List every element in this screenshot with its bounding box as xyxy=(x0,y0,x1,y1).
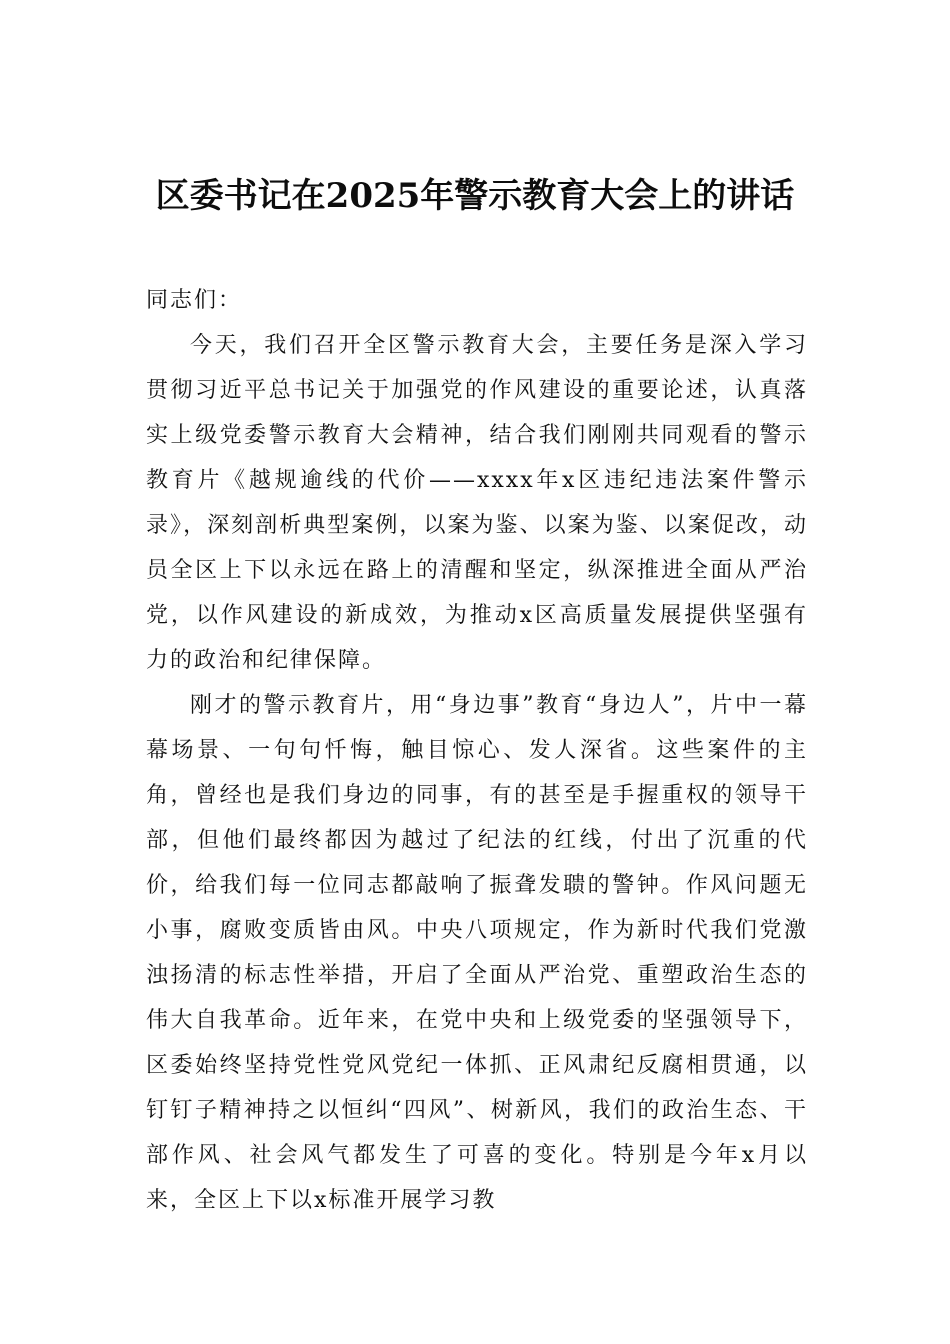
paragraph-2: 刚才的警示教育片，用“身边事”教育“身边人”，片中一幕幕场景、一句句忏悔，触目惊心、发人深省。这些案件的主角，曾经也是我们身边的同事，有的甚至是手握重权的领导干部，但他们最终都因为越过了纪法的红线，付出了沉重的代价，给我们每一位同志都敲响了振聋发聩的警钟。作风问题无小事，腐败变质皆由风。中央八项规定，作为新时代我们党激浊扬清的标志性举措，开启了全面从严治党、重塑政治生态的伟大自我革命。近年来，在党中央和上级党委的坚强领导下，区委始终坚持党性党风党纪一体抓、正风肃纪反腐相贯通，以钉钉子精神持之以恒纠“四风”、树新风，我们的政治生态、干部作风、社会风气都发生了可喜的变化。特别是今年x月以来，全区上下以x标准开展学习教 xyxy=(146,693,808,1213)
document-body xyxy=(146,278,808,1223)
salutation: 同志们： xyxy=(146,288,243,313)
document-title: 区委书记在2025年警示教育大会上的讲话 xyxy=(155,176,795,216)
paragraph-1: 今天，我们召开全区警示教育大会，主要任务是深入学习贯彻习近平总书记关于加强党的作风建设的重要论述，认真落实上级党委警示教育大会精神，结合我们刚刚共同观看的警示教育片《越规逾线的代价——xxxx年x区违纪违法案件警示录》，深刻剖析典型案例，以案为鉴、以案为鉴、以案促改，动员全区上下以永远在路上的清醒和坚定，纵深推进全面从严治党，以作风建设的新成效，为推动x区高质量发展提供坚强有力的政治和纪律保障。 xyxy=(146,333,808,673)
